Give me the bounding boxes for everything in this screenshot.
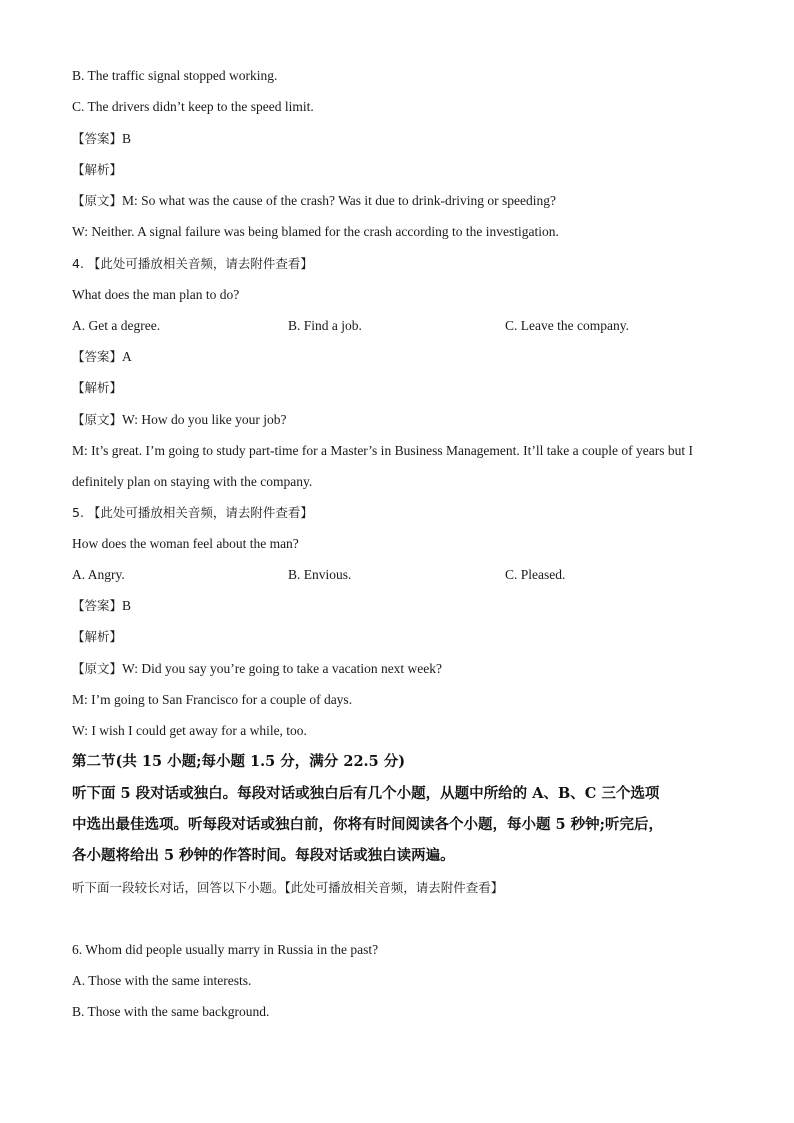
section-instructions-line-2: 中选出最佳选项。听每段对话或独白前，你将有时间阅读各个小题，每小题 5 秒钟;听完后， xyxy=(72,816,664,833)
q4-transcript-line-3: definitely plan on staying with the company. xyxy=(72,474,313,489)
section-title: 第二节(共 15 小题;每小题 1.5 分，满分 22.5 分) xyxy=(72,753,406,770)
q3-option-c: C. The drivers didn’t keep to the speed limit. xyxy=(72,99,314,114)
q5-transcript-line-2: M: I’m going to San Francisco for a couple of days. xyxy=(72,692,353,707)
q4-options xyxy=(72,317,722,335)
analysis-tag: 【解析】 xyxy=(72,162,123,177)
q4-question: What does the man plan to do? xyxy=(72,287,240,302)
q6-question: 6. Whom did people usually marry in Russia in the past? xyxy=(72,942,379,957)
q4-option-a: A. Get a degree. xyxy=(72,318,161,333)
transcript-text: W: How do you like your job? xyxy=(122,412,287,427)
answer-tag: 【答案】 xyxy=(72,131,123,146)
q4-analysis-tag xyxy=(72,379,122,397)
q4-answer-line xyxy=(72,348,132,366)
q4-transcript-line-1 xyxy=(72,411,287,429)
original-tag: 【原文】 xyxy=(72,412,123,427)
transcript-text: M: So what was the cause of the crash? Was it due to drink-driving or speeding? xyxy=(122,193,556,208)
q4-option-b: B. Find a job. xyxy=(288,318,362,333)
q5-header: 5. 【此处可播放相关音频，请去附件查看】 xyxy=(72,505,313,520)
q3-transcript-line-2: W: Neither. A signal failure was being blamed for the crash according to the investigation. xyxy=(72,224,559,239)
answer-value: B xyxy=(122,131,132,146)
q5-transcript-line-3: W: I wish I could get away for a while, too. xyxy=(72,723,307,738)
transcript-text: W: Did you say you’re going to take a vacation next week? xyxy=(122,661,443,676)
q6-option-b: B. Those with the same background. xyxy=(72,1004,270,1019)
q6-option-a: A. Those with the same interests. xyxy=(72,973,252,988)
q5-analysis-tag xyxy=(72,628,122,646)
q4-option-c: C. Leave the company. xyxy=(505,318,629,333)
answer-value: A xyxy=(122,349,132,364)
q3-transcript-line-1 xyxy=(72,192,556,210)
q5-option-c: C. Pleased. xyxy=(505,567,566,582)
q4-header: 4. 【此处可播放相关音频，请去附件查看】 xyxy=(72,256,313,271)
answer-tag: 【答案】 xyxy=(72,349,123,364)
answer-value: B xyxy=(122,598,132,613)
listen-note: 听下面一段较长对话，回答以下小题。【此处可播放相关音频，请去附件查看】 xyxy=(72,880,504,895)
q3-answer-line xyxy=(72,130,131,148)
q5-option-a: A. Angry. xyxy=(72,567,125,582)
q5-options xyxy=(72,566,722,584)
q3-analysis-tag xyxy=(72,161,122,179)
answer-tag: 【答案】 xyxy=(72,598,123,613)
q5-transcript-line-1 xyxy=(72,660,442,678)
q5-question: How does the woman feel about the man? xyxy=(72,536,299,551)
section-instructions-line-1: 听下面 5 段对话或独白。每段对话或独白后有几个小题，从题中所给的 A、B、C 三个选项 xyxy=(72,785,660,802)
analysis-tag: 【解析】 xyxy=(72,629,123,644)
analysis-tag: 【解析】 xyxy=(72,380,123,395)
original-tag: 【原文】 xyxy=(72,661,123,676)
q3-option-b: B. The traffic signal stopped working. xyxy=(72,68,278,83)
section-instructions-line-3: 各小题将给出 5 秒钟的作答时间。每段对话或独白读两遍。 xyxy=(72,847,455,864)
q5-option-b: B. Envious. xyxy=(288,567,352,582)
q5-answer-line xyxy=(72,597,131,615)
q4-transcript-line-2: M: It’s great. I’m going to study part-time for a Master’s in Business Management. It’ll take a couple of years but I xyxy=(72,443,693,458)
original-tag: 【原文】 xyxy=(72,193,123,208)
